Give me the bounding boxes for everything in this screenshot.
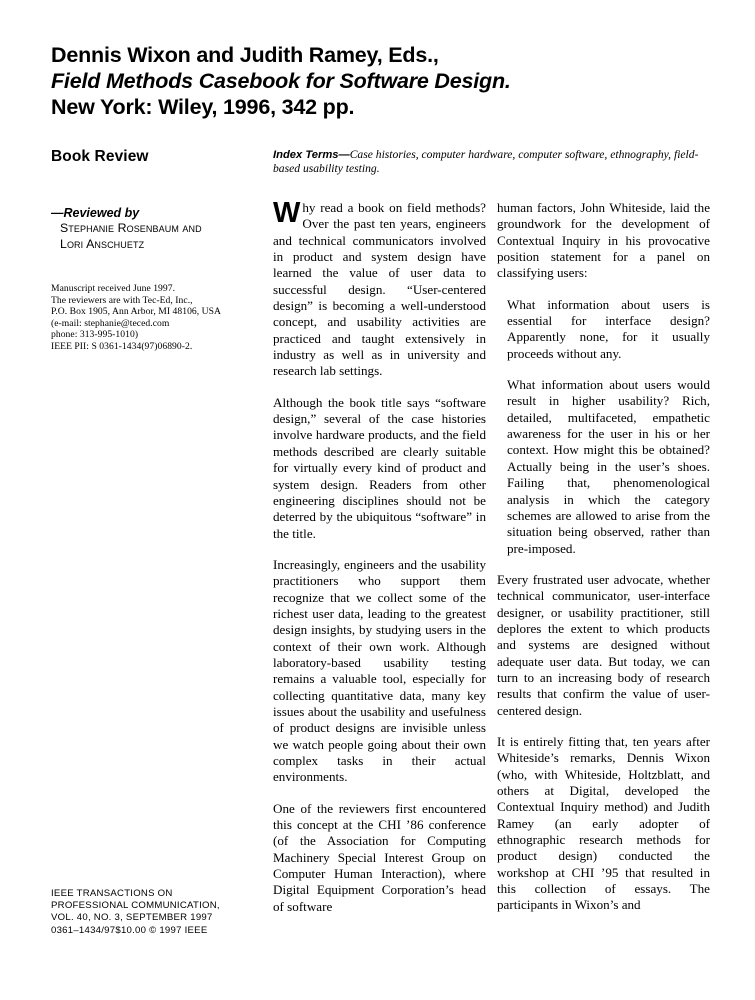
body-paragraph: human factors, John Whiteside, laid the groundwork for the development of Contextual Inquiry in his provocative position statement for a panel on classifying users:: [497, 200, 710, 281]
manuscript-note-line: (e-mail: stephanie@teced.com: [51, 317, 170, 329]
title-publication-line: New York: Wiley, 1996, 342 pp.: [51, 95, 355, 119]
body-paragraph: One of the reviewers first encountered this concept at the CHI ’86 conference (of the Association for Computing Machinery Special Interest Group on Computer Human Interaction), where Digital Equipment Corporation’s head of software: [273, 800, 486, 914]
index-terms-label: Index Terms—: [273, 149, 350, 161]
blockquote-paragraph: What information about users would result in higher usability? Rich, detailed, multifaceted, empathetic awareness for the user in his or her context. How might this be obtained? Actually being in the user’s shoes. Failing that, phenomenological analysis in which the category schemes are allowed to arise from the situation being observed, rather than pre-imposed.: [507, 377, 710, 556]
reviewer-name-line-2: Lori Anschuetz: [60, 236, 145, 251]
body-paragraph: It is entirely fitting that, ten years after Whiteside’s remarks, Dennis Wixon (who, with Whiteside, Holtzblatt, and others at Digital, developed the Contextual Inquiry method) and Judith Ramey (an early adopter of ethnographic research methods for product design) conducted the workshop at CHI ’95 that resulted in this collection of essays. The participants in Wixon’s and: [497, 733, 710, 913]
footer-line: VOL. 40, NO. 3, SEPTEMBER 1997: [51, 912, 213, 924]
blockquote-paragraph: What information about users is essential for interface design? Apparently none, for it usually proceeds without any.: [507, 296, 710, 361]
manuscript-note-line: The reviewers are with Tec-Ed, Inc.,: [51, 294, 193, 306]
index-terms-text: Case histories, computer hardware, computer software, ethnography, field-based usability testing.: [273, 148, 699, 176]
manuscript-note-line: phone: 313-995-1010): [51, 329, 139, 341]
body-column-right: [497, 200, 710, 914]
manuscript-note-line: Manuscript received June 1997.: [51, 283, 176, 294]
reviewer-name-line-1: Stephanie Rosenbaum and: [60, 221, 202, 235]
body-paragraph: Increasingly, engineers and the usability practitioners who support them recognize that we collect some of the richest user data, leading to the greatest design insights, by studying users in the context of their own work. Although laboratory-based usability testing remains a valuable tool, especially for collecting quantitative data, many key issues about the usability and usefulness of product designs are invisible unless we watch people going about their own complex tasks in their actual environments.: [273, 556, 486, 785]
index-terms-block: [273, 148, 710, 177]
manuscript-note-line: IEEE PII: S 0361-1434(97)06890-2.: [51, 340, 193, 352]
journal-footer-block: [51, 888, 266, 937]
footer-line: IEEE TRANSACTIONS ON: [51, 888, 173, 899]
reviewed-by-label: —Reviewed by: [51, 206, 140, 220]
book-title-block: [51, 42, 711, 120]
body-paragraph: Every frustrated user advocate, whether technical communicator, user-interface designer, or usability practitioner, still deplores the extent to which products and systems are designed without adequate user data. But today, we can turn to an increasing body of research results that confirm the value of user-centered design.: [497, 571, 710, 718]
body-paragraph: Why read a book on field methods? Over the past ten years, engineers and technical communicators involved in product and system design have learned the value of user data to successful design. “User-centered design” is becoming a well-understood concept, and usability activities are practiced and taught extensively in industry as well as in university and research lab settings.: [273, 197, 486, 379]
title-editors-line: Dennis Wixon and Judith Ramey, Eds.,: [51, 43, 439, 67]
body-column-middle: [273, 197, 486, 915]
footer-line: 0361–1434/97$10.00 © 1997 IEEE: [51, 924, 208, 936]
title-book-name-line: Field Methods Casebook for Software Design.: [51, 69, 511, 93]
body-paragraph: Although the book title says “software design,” several of the case histories involve hardware products, and the field methods described are clearly suitable for virtually every kind of product and system design. Readers from other engineering disciplines should not be deterred by the ubiquitous “software” in the title.: [273, 394, 486, 541]
manuscript-footnote-block: [51, 283, 256, 353]
section-heading-book-review: Book Review: [51, 148, 149, 165]
left-sidebar-column: [51, 148, 256, 353]
blockquote-whiteside: [507, 297, 710, 557]
footer-line: PROFESSIONAL COMMUNICATION,: [51, 900, 220, 912]
manuscript-note-line: P.O. Box 1905, Ann Arbor, MI 48106, USA: [51, 306, 222, 318]
